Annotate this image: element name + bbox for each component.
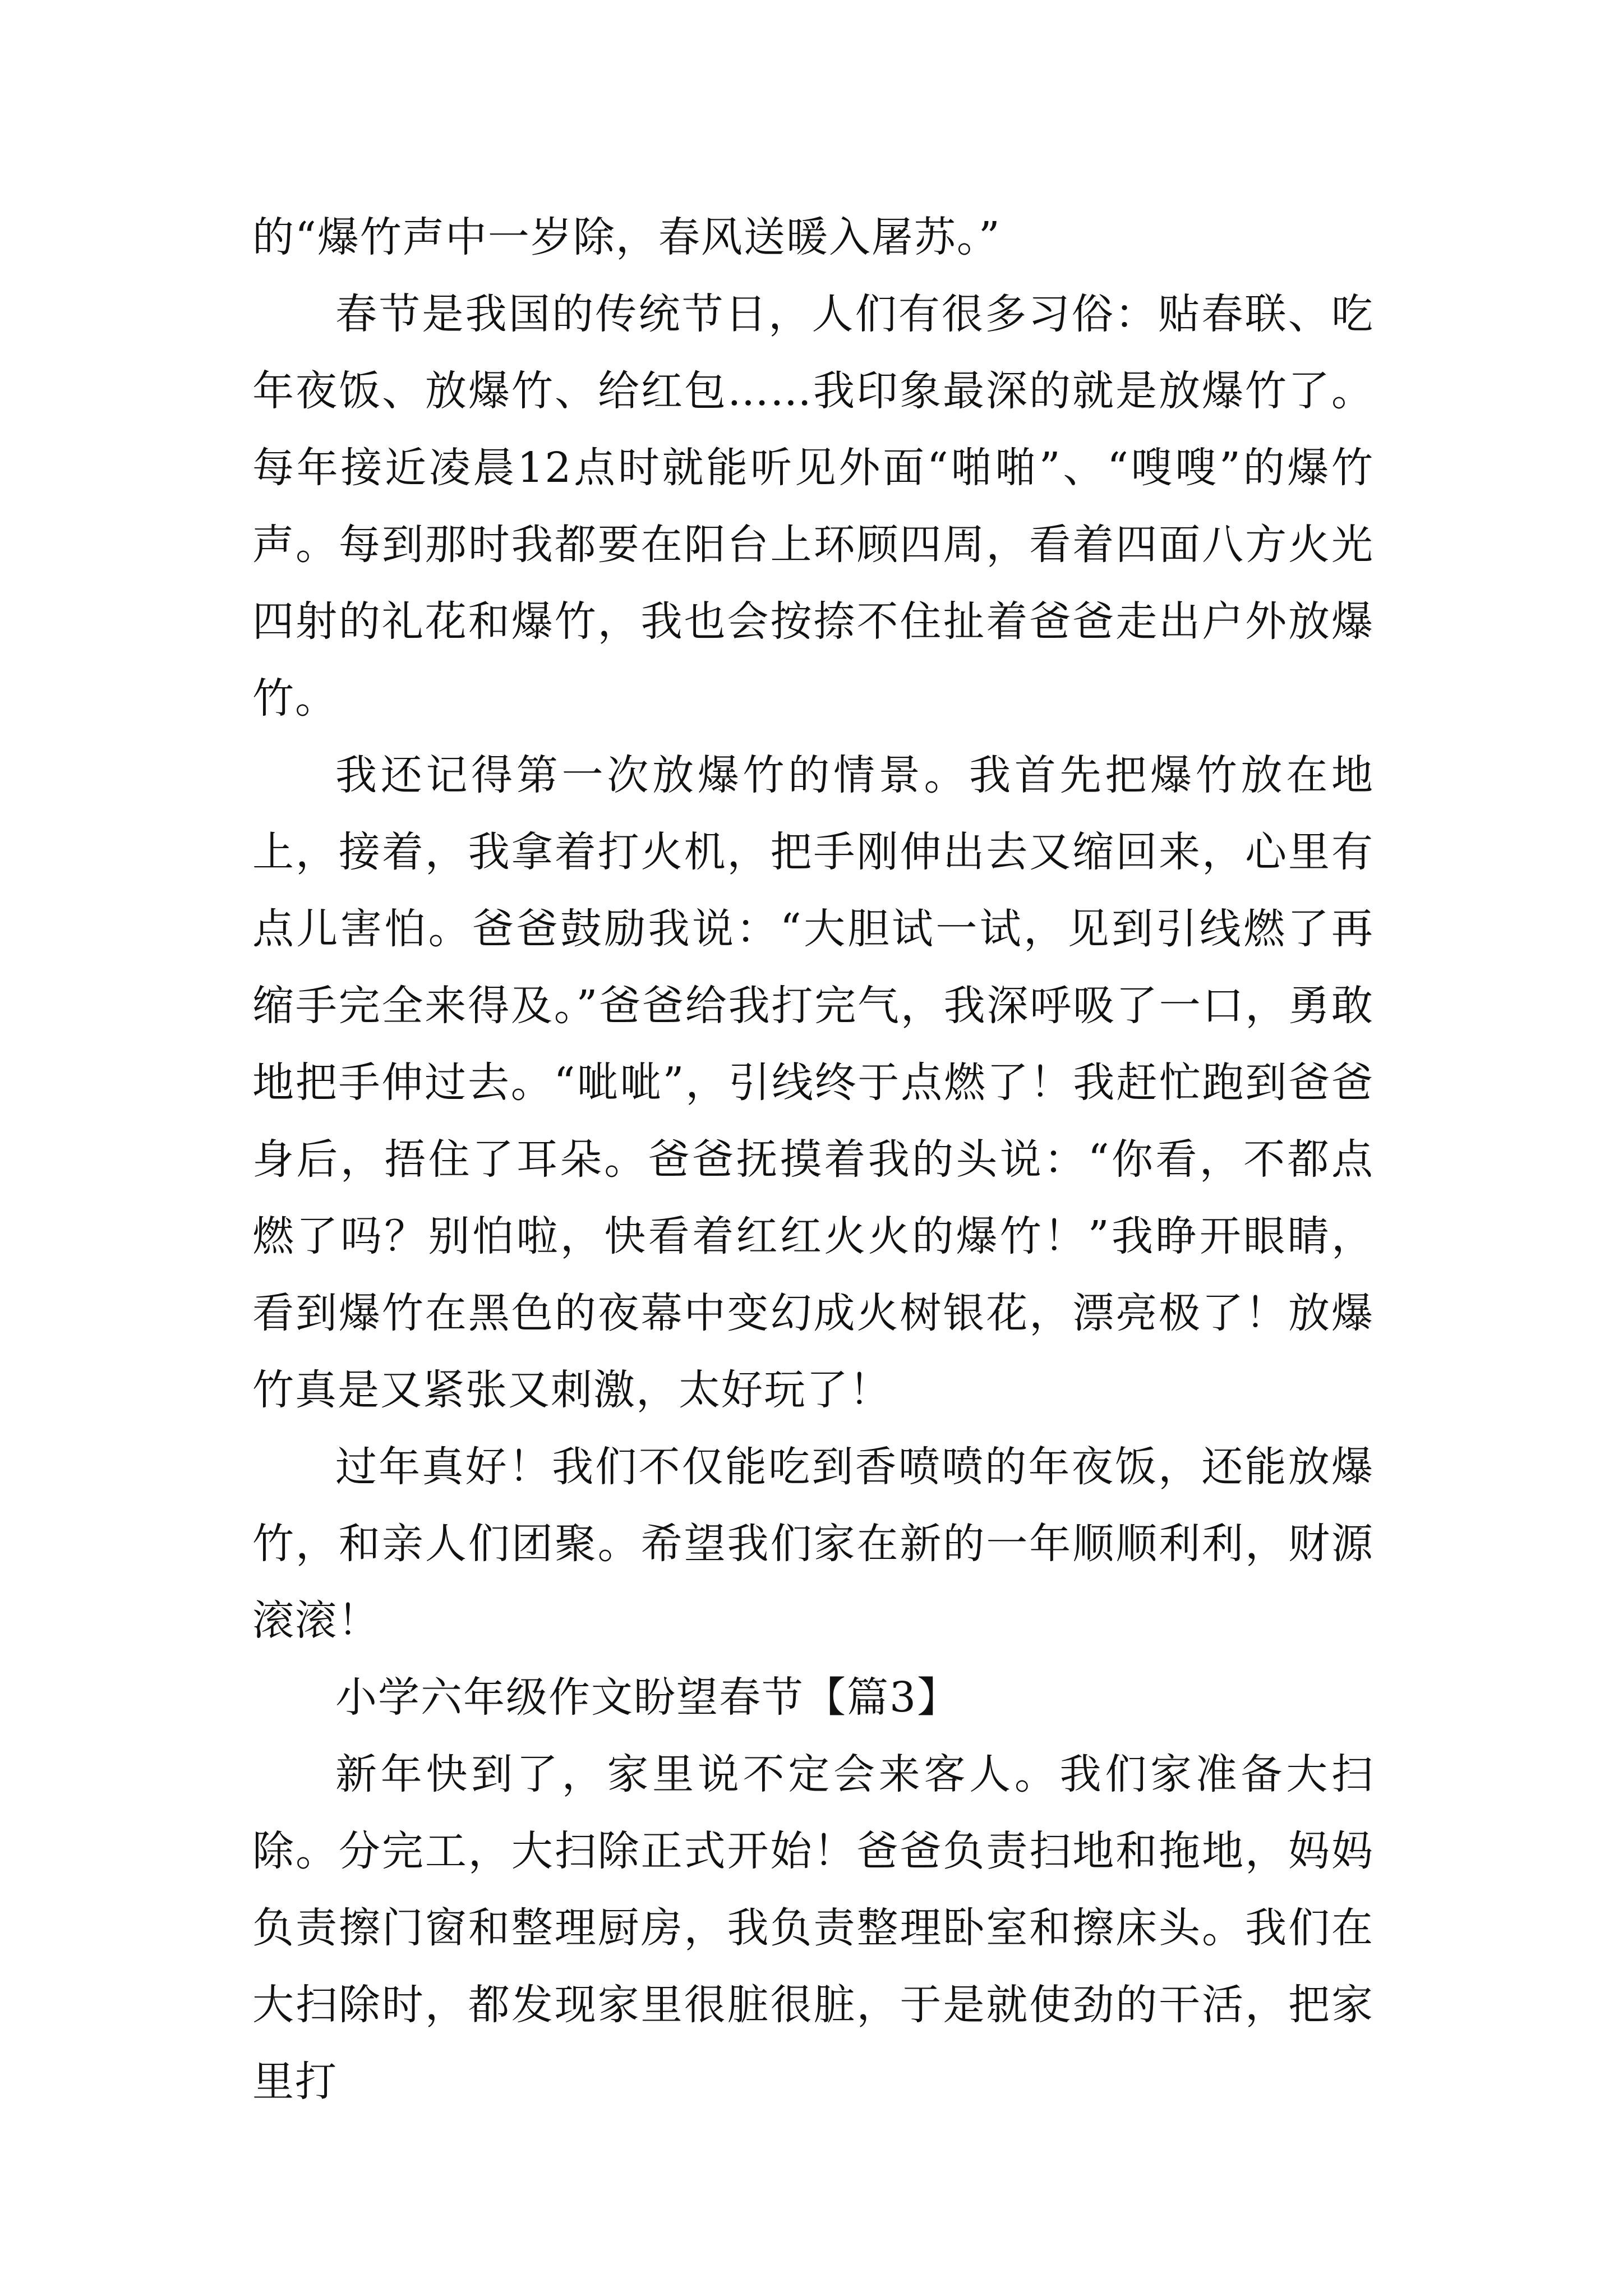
- document-body: [252, 199, 1374, 2120]
- section-heading: 小学六年级作文盼望春节【篇3】: [335, 1673, 960, 1722]
- paragraph-spring-festival-customs: 春节是我国的传统节日，人们有很多习俗：贴春联、吃年夜饭、放爆竹、给红包……我印象最深的就是放爆竹了。每年接近凌晨12点时就能听见外面“啪啪”、“嗖嗖”的爆竹声。每到那时我都要在阳台上环顾四周，看着四面八方火光四射的礼花和爆竹，我也会按捺不住扯着爸爸走出户外放爆竹。: [252, 290, 1374, 723]
- paragraph-continuation: 的“爆竹声中一岁除，春风送暖入屠苏。”: [252, 213, 1001, 261]
- paragraph-new-year-wish: 过年真好！我们不仅能吃到香喷喷的年夜饭，还能放爆竹，和亲人们团聚。希望我们家在新的一年顺顺利利，财源滚滚！: [252, 1443, 1374, 1645]
- paragraph-first-firecracker: 我还记得第一次放爆竹的情景。我首先把爆竹放在地上，接着，我拿着打火机，把手刚伸出去又缩回来，心里有点儿害怕。爸爸鼓励我说：“大胆试一试，见到引线燃了再缩手完全来得及。”爸爸给我打完气，我深呼吸了一口，勇敢地把手伸过去。“呲呲”，引线终于点燃了！我赶忙跑到爸爸身后，捂住了耳朵。爸爸抚摸着我的头说：“你看，不都点燃了吗？别怕啦，快看着红红火火的爆竹！”我睁开眼睛，看到爆竹在黑色的夜幕中变幻成火树银花，漂亮极了！放爆竹真是又紧张又刺激，太好玩了！: [252, 751, 1374, 1414]
- paragraph-cleaning: 新年快到了，家里说不定会来客人。我们家准备大扫除。分完工，大扫除正式开始！爸爸负责扫地和拖地，妈妈负责擦门窗和整理厨房，我负责整理卧室和擦床头。我们在大扫除时，都发现家里很脏很脏，于是就使劲的干活，把家里打: [252, 1750, 1374, 2106]
